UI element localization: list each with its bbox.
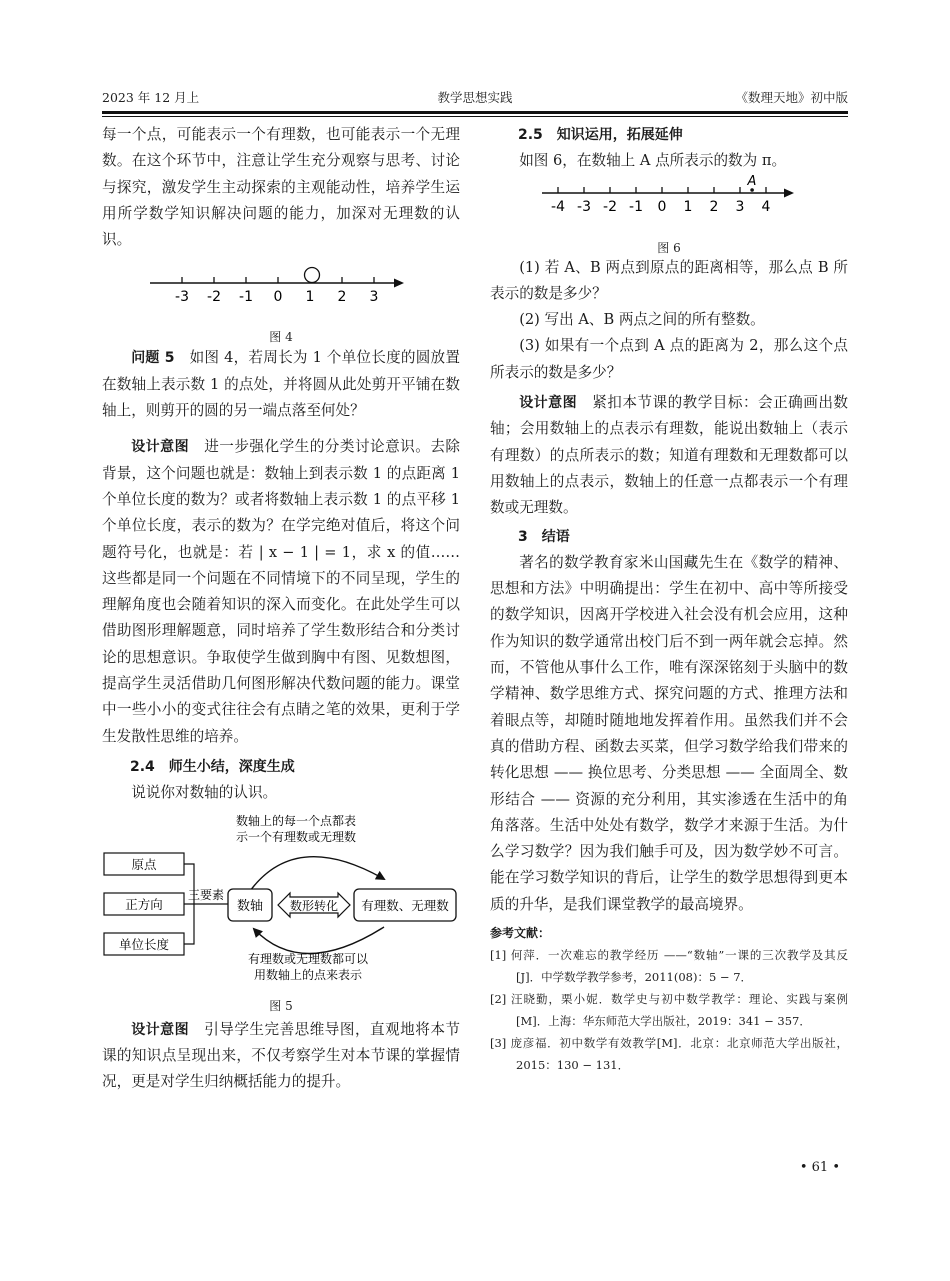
design-intent-3-label: 设计意图 [519, 395, 578, 412]
question-1: (1) 若 A、B 两点到原点的距离相等，那么点 B 所表示的数是多少？ [490, 258, 848, 302]
tick-label: 1 [305, 289, 315, 306]
top-arrow [250, 856, 384, 890]
figure-4-caption: 图 4 [269, 329, 293, 344]
reference-3: [3] 庞彦福．初中数学有效教学[M]．北京：北京师范大学出版社，2015：130 − 131． [490, 1036, 848, 1073]
question-2: (2) 写出 A、B 两点之间的所有整数。 [519, 311, 765, 329]
reference-2: [2] 汪晓勤，栗小妮．数学史与初中数学教学：理论、实践与案例[M]．上海：华东师范大学出版社，2019：341 − 357． [490, 992, 848, 1029]
design-intent-1-text: 进一步强化学生的分类讨论意识。去除背景，这个问题也就是：数轴上到表示数 1 的点距离 1 个单位长度的数为？或者将数轴上表示数 1 的点平移 1 个单位长度，表示的数为？在学完绝对值后，将这个问题符号化，也就是：若 | x − 1 | = 1，求 x 的值……这些都是同一个问题在不同情境下的不同呈现，学生的理解角度也会随着知识的深入而变化。在此处学生可以借助图形理解题意，同时培养了学生数形结合和分类讨论的思想意识。争取使学生做到胸中有图、见数想图，提高学生灵活借助几何图形解决代数问题的能力。课堂中一些小小的变式往往会有点睛之笔的效果，更利于学生发散性思维的培养。 [102, 438, 460, 745]
bracket [184, 864, 228, 944]
figure-5-caption: 图 5 [269, 998, 293, 1013]
bottom-note-line2: 用数轴上的点来表示 [253, 967, 363, 982]
unit-circle [305, 268, 320, 283]
tick-label: 2 [337, 289, 347, 306]
header-date: 2023 年 12 月上 [102, 90, 200, 105]
left-column [102, 122, 460, 1095]
tick-label: -3 [577, 198, 591, 215]
axis-arrow [784, 188, 794, 197]
mind-map [102, 811, 460, 987]
section-2-5-intro: 如图 6，在数轴上 A 点所表示的数为 π。 [519, 152, 787, 170]
references-title: 参考文献： [490, 926, 551, 941]
design-intent-2 [102, 1017, 460, 1096]
section-2-5-heading: 2.5 知识运用，拓展延伸 [518, 127, 683, 143]
section-2-4-text: 说说你对数轴的认识。 [131, 784, 278, 802]
tick-label: 1 [683, 198, 693, 215]
box-numbers-label: 有理数、无理数 [361, 897, 449, 913]
tick-label: 0 [657, 198, 667, 215]
tick-label: -4 [551, 198, 565, 215]
bottom-arrow [254, 927, 384, 954]
reference-1: [1] 何萍．一次难忘的教学经历 ——“数轴”一课的三次教学及其反[J]．中学数学教学参考，2011(08)：5 − 7． [490, 948, 848, 985]
box-unit-label: 单位长度 [118, 936, 170, 952]
box-origin-label: 原点 [131, 856, 157, 872]
section-3-heading: 3 结语 [518, 528, 570, 545]
header-rule-thick [102, 111, 848, 114]
figure-6-caption: 图 6 [657, 240, 681, 255]
paragraph-continued: 每一个点，可能表示一个有理数，也可能表示一个无理数。在这个环节中，注意让学生充分观察与思考、讨论与探究，激发学生主动探索的主观能动性，培养学生运用所学数学知识解决问题的能力，加深对无理数的认识。 [102, 126, 460, 249]
design-intent-2-label: 设计意图 [131, 1021, 190, 1038]
top-note-line2: 示一个有理数或无理数 [235, 829, 357, 844]
conclusion-text: 著名的数学教育家米山国藏先生在《数学的精神、思想和方法》中明确提出：学生在初中、高中等所接受的数学知识，因离开学校进入社会没有机会应用，这种作为知识的数学通常出校门后不到一两年就会忘掉。然而，不管他从事什么工作，唯有深深铭刻于头脑中的数学精神、数学思维方式、探究问题的方式、推理方法和着眼点等，却随时随地地发挥着作用。虽然我们并不会真的借助方程、函数去买菜，但学习数学给我们带来的转化思想 —— 换位思考、分类思想 —— 全面周全、数形结合 —— 资源的充分利用，其实渗透在生活中的角角落落。生活中处处有数学，数学才来源于生活。为什么学习数学？因为我们触手可及，因为数学妙不可言。能在学习数学知识的背后，让学生的数学思想得到更本质的升华，是我们课堂教学的最高境界。 [490, 553, 848, 913]
design-intent-1 [102, 434, 460, 750]
point-A-label: A [747, 174, 757, 189]
number-line-6 [490, 175, 848, 229]
figure-4 [102, 261, 460, 344]
number-line-4 [102, 261, 460, 317]
top-note-line1: 数轴上的每一个点都表 [235, 813, 357, 828]
design-intent-2-text: 引导学生完善思维导图，直观地将本节课的知识点呈现出来，不仅考察学生对本节课的掌握情况，更是对学生归纳概括能力的提升。 [102, 1020, 460, 1091]
tick-label: -1 [239, 289, 253, 306]
header-section: 教学思想实践 [437, 90, 513, 105]
section-2-4-heading: 2.4 师生小结，深度生成 [130, 758, 295, 775]
figure-6 [490, 174, 848, 255]
figure-5 [102, 811, 460, 1013]
right-column [490, 122, 848, 1076]
axis-arrow [394, 279, 404, 288]
tick-label: 4 [761, 198, 771, 215]
design-intent-3-text: 紧扣本节课的教学目标：会正确画出数轴；会用数轴上的点表示有理数，能说出数轴上（表示有理数）的点所表示的数；知道有理数和无理数都可以用数轴上的点表示，数轴上的任意一点都表示一个有理数或无理数。 [490, 394, 848, 517]
tick-label: 0 [273, 289, 283, 306]
transform-label: 数形转化 [289, 898, 339, 913]
tick-label: 3 [369, 289, 379, 306]
question-5 [102, 345, 460, 424]
three-elements-label: 三要素 [187, 887, 225, 902]
tick-label: -2 [207, 289, 221, 306]
tick-label: -3 [175, 289, 189, 306]
tick-label: -1 [629, 198, 643, 215]
page-number: • 61 • [799, 1160, 840, 1175]
question-3: (3) 如果有一个点到 A 点的距离为 2，那么这个点所表示的数是多少？ [490, 337, 848, 381]
tick-label: 2 [709, 198, 719, 215]
box-direction-label: 正方向 [125, 896, 163, 912]
header-rule-thin [102, 116, 848, 117]
question-5-label: 问题 5 [131, 350, 175, 367]
tick-label: 3 [735, 198, 745, 215]
header-journal: 《数理天地》初中版 [735, 90, 848, 105]
design-intent-3 [490, 390, 848, 521]
bottom-note-line1: 有理数或无理数都可以 [247, 951, 369, 966]
design-intent-1-label: 设计意图 [131, 439, 190, 456]
question-5-text: 如图 4，若周长为 1 个单位长度的圆放置在数轴上表示数 1 的点处，并将圆从此处剪开平铺在数轴上，则剪开的圆的另一端点落至何处？ [102, 349, 460, 420]
tick-label: -2 [603, 198, 617, 215]
box-axis-label: 数轴 [236, 898, 264, 914]
